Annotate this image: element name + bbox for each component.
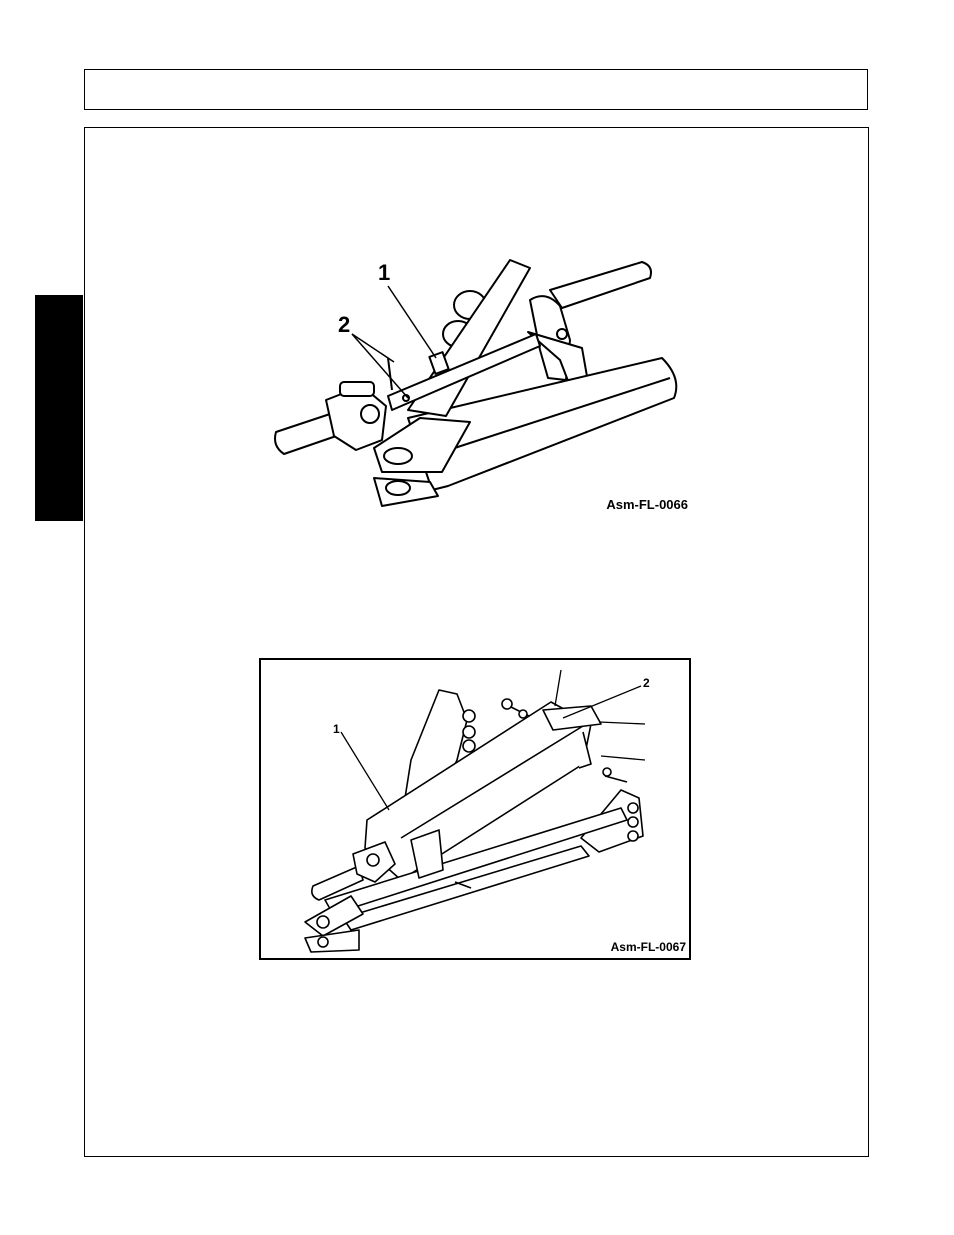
page-header-box bbox=[84, 69, 868, 110]
callout-2: 2 bbox=[643, 676, 650, 690]
figure-label: Asm-FL-0066 bbox=[606, 497, 688, 512]
callout-1: 1 bbox=[378, 260, 391, 285]
driveline-hitch-illustration bbox=[270, 250, 700, 520]
section-side-tab bbox=[35, 295, 83, 521]
callout-2: 2 bbox=[338, 312, 351, 337]
figure-driveline-hitch bbox=[270, 250, 700, 520]
figure-label: Asm-FL-0067 bbox=[610, 940, 686, 954]
gearbox-shield-illustration bbox=[261, 660, 689, 958]
callout-1: 1 bbox=[333, 722, 340, 736]
figure-gearbox-shield bbox=[259, 658, 691, 960]
